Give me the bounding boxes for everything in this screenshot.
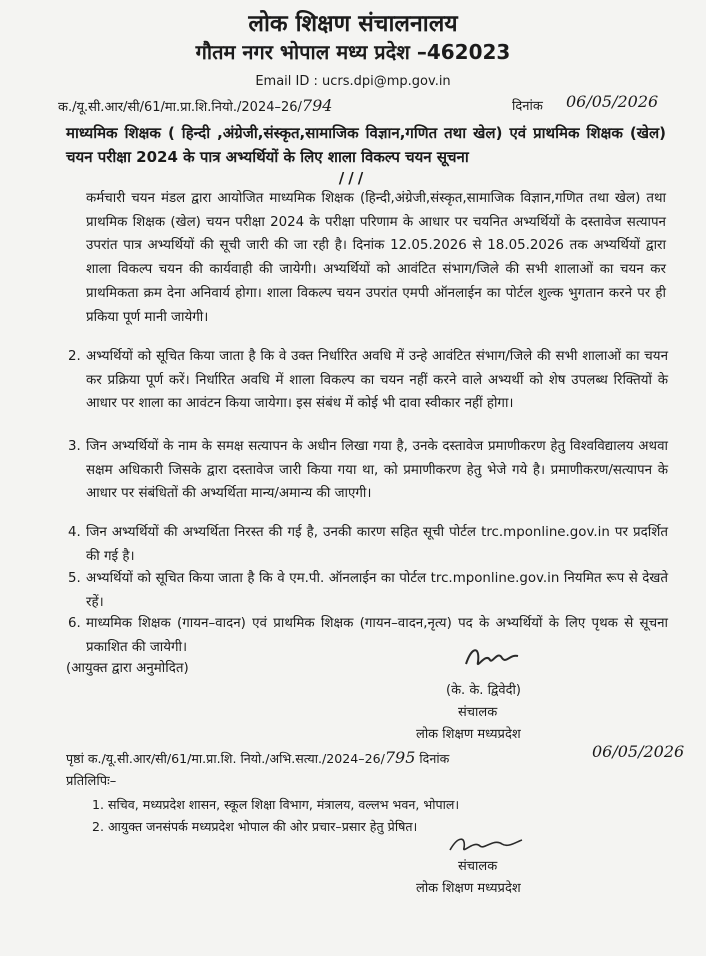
signature-mark [462,642,522,674]
endorsement-date-label: दिनांक [419,751,450,766]
endorsement-office: लोक शिक्षण मध्यप्रदेश [416,881,521,896]
item-number: 4. [68,525,81,540]
date-label: दिनांक [512,99,543,114]
endorsement-handwritten-number: 795 [384,748,416,767]
copy-item: 1. सचिव, मध्यप्रदेश शासन, स्कूल शिक्षा विभाग, मंत्रालय, वल्लभ भवन, भोपाल। [92,797,460,812]
copy-label: प्रतिलिपिः– [66,774,117,789]
subject-heading: माध्यमिक शिक्षक ( हिन्दी ,अंग्रेजी,संस्कृत,सामाजिक विज्ञान,गणित तथा खेल) एवं प्राथमिक शिक्षक (खेल) चयन परीक्षा 2024 के पात्र अभ्यर्थियों के लिए शाला विकल्प चयन सूचना [66,124,666,166]
item-number: 6. [68,616,81,631]
signature-mark [446,830,526,858]
signatory-name: (के. के. द्विवेदी) [446,683,521,698]
office-address: गौतम नगर भोपाल मध्य प्रदेश –462023 [195,40,511,64]
item-text: माध्यमिक शिक्षक (गायन–वादन) एवं प्राथमिक शिक्षक (गायन–वादन,नृत्य) पद के अभ्यर्थियों के लिए पृथक से सूचना प्रकाशित की जायेगी। [86,616,668,655]
paragraph-1 [86,187,666,329]
endorsement-designation: संचालक [458,859,498,874]
item-number: 5. [68,571,81,586]
signatory-designation: संचालक [458,705,498,720]
item-number: 2. [68,349,81,364]
item-text: जिन अभ्यर्थियों के नाम के समक्ष सत्यापन के अधीन लिखा गया है, उनके दस्तावेज प्रमाणीकरण हेतु विश्वविद्यालय अथवा सक्षम अधिकारी जिसके द्वारा दस्तावेज जारी किया गया था, को प्रमाणीकरण हेतु भेजे गये है। प्रमाणीकरण/सत्यापन के आधार पर संबंधितों की अभ्यर्थिता मान्य/अमान्य की जाएगी। [86,439,668,502]
list-item [68,612,668,659]
endorsement-prefix: पृष्ठां क./यू.सी.आर/सी/61/मा.प्रा.शि. नियो./अभि.सत्या./2024–26/ [66,751,385,766]
handwritten-date: 06/05/2026 [566,92,659,111]
office-title: लोक शिक्षण संचालनालय [248,11,458,37]
copy-item: 2. आयुक्त जनसंपर्क मध्यप्रदेश भोपाल की ओर प्रचार–प्रसार हेतु प्रेषित। [92,819,418,834]
reference-prefix: क./यू.सी.आर/सी/61/मा.प्रा.शि.नियो./2024–26/ [58,100,302,115]
reference-handwritten-number: 794 [301,96,333,115]
list-item [68,521,668,568]
endorsement-handwritten-date: 06/05/2026 [592,742,685,761]
approval-note: (आयुक्त द्वारा अनुमोदित) [66,661,189,676]
item-text: जिन अभ्यर्थियों की अभ्यर्थिता निरस्त की गई है, उनकी कारण सहित सूची पोर्टल trc.mponline.gov.in पर प्रदर्शित की गई है। [86,525,668,564]
paragraph-1-text: कर्मचारी चयन मंडल द्वारा आयोजित माध्यमिक शिक्षक (हिन्दी,अंग्रेजी,संस्कृत,सामाजिक विज्ञान,गणित तथा खेल) तथा प्राथमिक शिक्षक (खेल) चयन परीक्षा 2024 के परीक्षा परिणाम के आधार पर चयनित अभ्यर्थियों के दस्तावेज सत्यापन उपरांत पात्र अभ्यर्थियों की सूची जारी की जा रही है। दिनांक 12.05.2026 से 18.05.2026 तक अभ्यर्थियों द्वारा शाला विकल्प चयन की कार्यवाही की जायेगी। अभ्यर्थियों को आवंटित संभाग/जिले की सभी शालाओं का चयन कर प्राथमिकता क्रम देना अनिवार्य होगा। शाला विकल्प चयन उपरांत एमपी ऑनलाईन का पोर्टल शुल्क भुगतान करने पर ही प्रकिया पूर्ण मानी जायेगी। [86,191,666,325]
email-line: Email ID : ucrs.dpi@mp.gov.in [255,74,451,89]
endorsement-reference [66,748,449,767]
signatory-office: लोक शिक्षण मध्यप्रदेश [416,727,521,742]
list-item [68,345,668,416]
item-text: अभ्यर्थियों को सूचित किया जाता है कि वे एम.पी. ऑनलाईन का पोर्टल trc.mponline.gov.in नियमित रूप से देखते रहें। [86,571,668,610]
item-number: 3. [68,439,81,454]
separator: /// [338,169,368,187]
reference-number [58,96,332,115]
list-item [68,435,668,506]
list-item [68,567,668,614]
item-text: अभ्यर्थियों को सूचित किया जाता है कि वे उक्त निर्धारित अवधि में उन्हे आवंटित संभाग/जिले की सभी शालाओं का चयन कर प्रक्रिया पूर्ण करें। निर्धारित अवधि में शाला विकल्प का चयन नहीं करने वाले अभ्यर्थी को शेष उपलब्ध रिक्तियों के आधार पर शाला का आवंटन किया जायेगा। इस संबंध में कोई भी दावा स्वीकार नहीं होगा। [86,349,668,412]
